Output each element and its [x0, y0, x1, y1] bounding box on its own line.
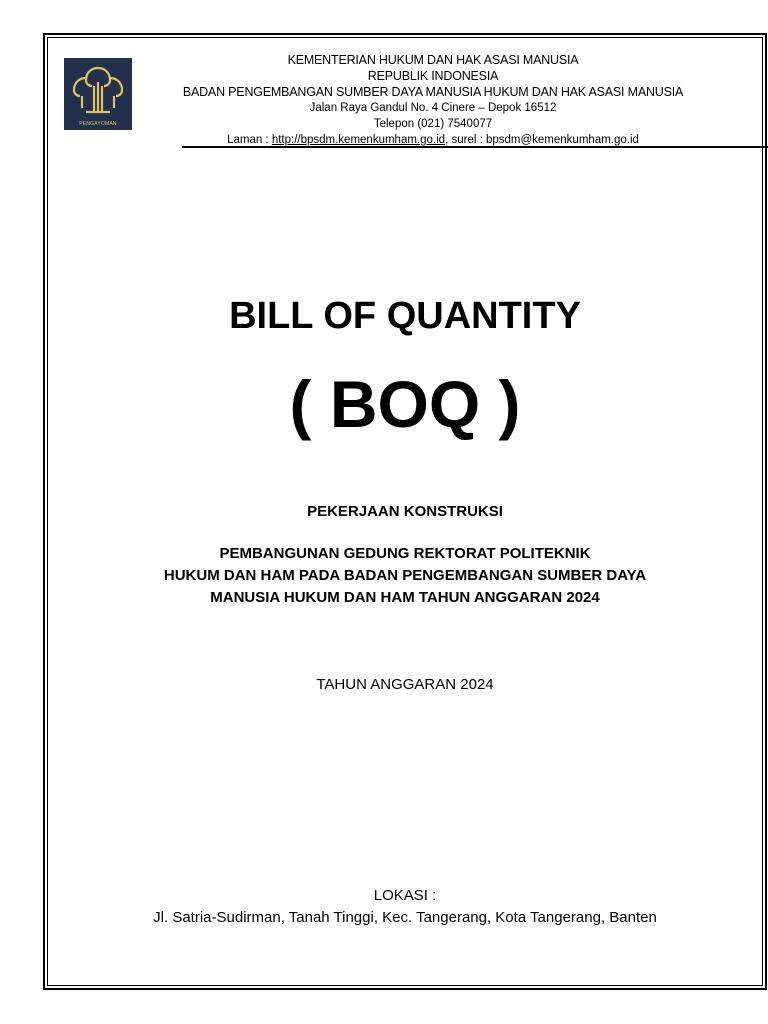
- email-label: , surel :: [445, 134, 486, 146]
- agency-address: Jalan Raya Gandul No. 4 Cinere – Depok 16512: [309, 102, 557, 114]
- letterhead: [62, 48, 722, 148]
- pengayoman-logo: [64, 58, 132, 130]
- project-title-line: PEMBANGUNAN GEDUNG REKTORAT POLITEKNIK: [219, 545, 591, 562]
- document-subtitle: ( BOQ ): [289, 367, 521, 441]
- logo-caption: PENGAYOMAN: [79, 121, 117, 127]
- project-title-line: HUKUM DAN HAM PADA BADAN PENGEMBANGAN SUMBER DAYA: [163, 567, 647, 584]
- letterhead-text: [144, 52, 722, 148]
- letterhead-rule: [182, 146, 768, 148]
- document-title: BILL OF QUANTITY: [229, 295, 581, 337]
- project-title-line: MANUSIA HUKUM DAN HAM TAHUN ANGGARAN 2024: [210, 589, 600, 606]
- location-address: Jl. Satria-Sudirman, Tanah Tinggi, Kec. Tangerang, Kota Tangerang, Banten: [153, 909, 657, 926]
- email-address[interactable]: bpsdm@kemenkumham.go.id: [485, 134, 639, 146]
- fiscal-year: TAHUN ANGGARAN 2024: [316, 676, 494, 693]
- location-label: LOKASI :: [373, 887, 437, 904]
- pengayoman-tree-icon: [64, 58, 132, 120]
- country-name: REPUBLIK INDONESIA: [367, 69, 499, 83]
- agency-phone: Telepon (021) 7540077: [373, 118, 493, 130]
- agency-name: BADAN PENGEMBANGAN SUMBER DAYA MANUSIA HUKUM DAN HAK ASASI MANUSIA: [182, 85, 684, 99]
- work-type: PEKERJAAN KONSTRUKSI: [307, 503, 503, 520]
- website-link[interactable]: http://bpsdm.kemenkumham.go.id: [271, 134, 446, 146]
- website-label: Laman :: [227, 134, 272, 146]
- ministry-name: KEMENTERIAN HUKUM DAN HAK ASASI MANUSIA: [287, 53, 579, 67]
- project-title: [47, 543, 763, 609]
